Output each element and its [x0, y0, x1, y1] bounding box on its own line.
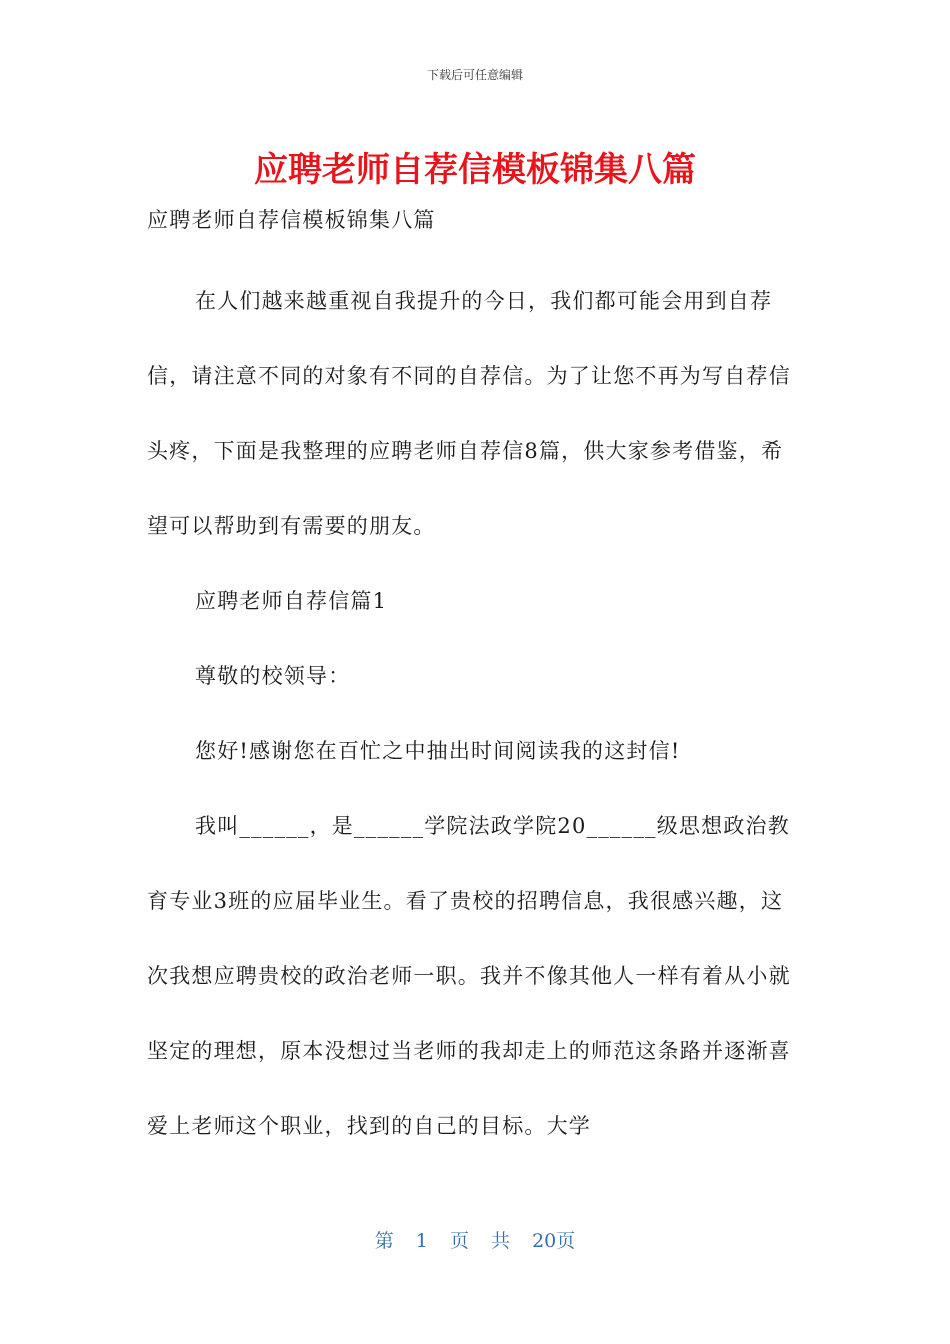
document-title: 应聘老师自荐信模板锦集八篇 — [254, 150, 696, 190]
header-note: 下载后可任意编辑 — [426, 68, 523, 82]
footer-total-prefix: 共 — [491, 1230, 511, 1252]
section-heading: 应聘老师自荐信篇1 — [195, 589, 388, 613]
page-footer — [0, 1226, 950, 1253]
footer-page-label: 页 — [449, 1230, 469, 1252]
salutation: 尊敬的校领导： — [195, 664, 351, 688]
footer-total-pages: 20页 — [532, 1230, 576, 1252]
greeting-paragraph: 您好!感谢您在百忙之中抽出时间阅读我的这封信! — [195, 739, 681, 763]
document-subtitle: 应聘老师自荐信模板锦集八篇 — [147, 208, 436, 232]
footer-page-number: 1 — [415, 1230, 428, 1252]
footer-prefix: 第 — [374, 1230, 394, 1252]
document-body — [147, 198, 803, 1164]
body-paragraph: 我叫______，是______学院法政学院20______级思想政治教育专业3班的应届毕业生。看了贵校的招聘信息，我很感兴趣，这次我想应聘贵校的政治老师一职。我并不像其他人一样有着从小就坚定的理想，原本没想过当老师的我却走上的师范这条路并逐渐喜爱上老师这个职业，找到的自己的目标。大学 — [147, 814, 791, 1138]
intro-paragraph: 在人们越来越重视自我提升的今日，我们都可能会用到自荐信，请注意不同的对象有不同的自荐信。为了让您不再为写自荐信头疼，下面是我整理的应聘老师自荐信8篇，供大家参考借鉴，希望可以帮助到有需要的朋友。 — [147, 289, 791, 538]
